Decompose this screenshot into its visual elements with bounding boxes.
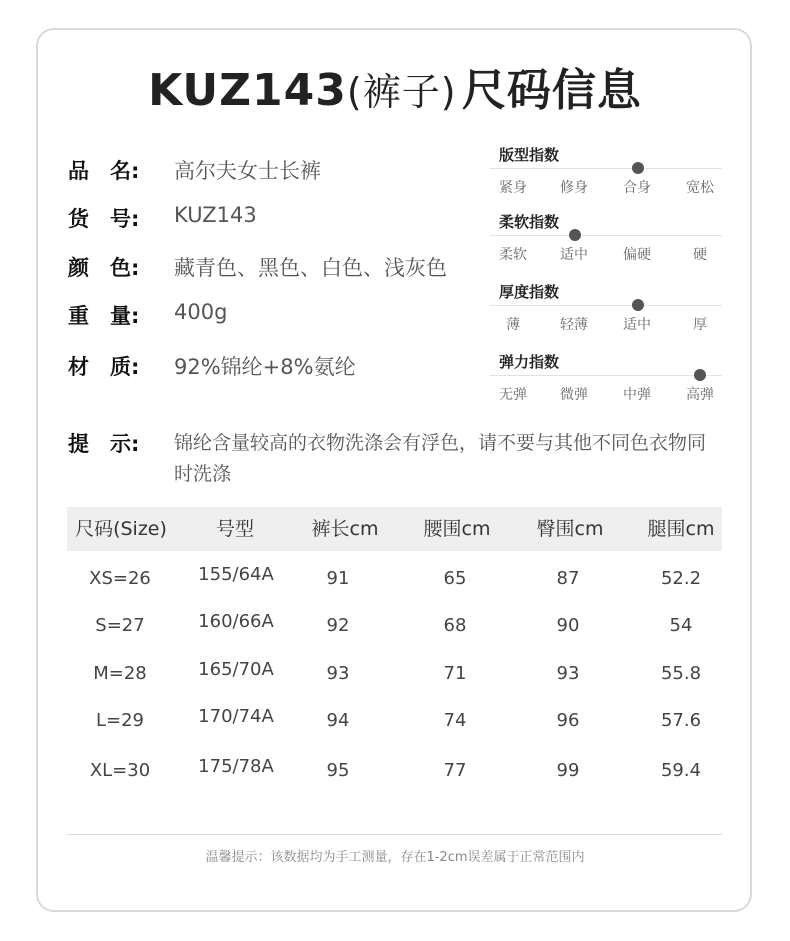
index-option: 合身 <box>623 180 651 196</box>
index-option: 厚 <box>693 317 707 333</box>
header-hip: 臀围cm <box>536 518 604 540</box>
cell-model: 175/78A <box>198 756 274 777</box>
index-title: 柔软指数 <box>499 213 560 231</box>
header-model: 号型 <box>215 518 254 540</box>
cell-hip: 90 <box>556 615 580 636</box>
softness-index <box>490 211 722 273</box>
elasticity-index <box>490 351 722 413</box>
index-option: 微弹 <box>560 387 588 403</box>
cell-waist: 65 <box>443 568 467 589</box>
index-option: 偏硬 <box>623 247 651 263</box>
info-value: 藏青色、黑色、白色、浅灰色 <box>174 256 447 280</box>
cell-waist: 68 <box>443 615 467 636</box>
thickness-index <box>490 281 722 343</box>
info-value: KUZ143 <box>174 203 257 227</box>
header-length: 裤长cm <box>311 518 379 540</box>
index-option: 薄 <box>506 317 520 333</box>
cell-model: 165/70A <box>198 659 274 680</box>
info-value: 高尔夫女士长裤 <box>174 159 321 183</box>
index-marker-dot <box>694 369 706 381</box>
cell-length: 95 <box>326 760 350 781</box>
info-label: 品 名: <box>68 159 140 183</box>
index-title: 版型指数 <box>499 146 560 164</box>
header-size: 尺码(Size) <box>75 518 167 540</box>
title-suffix: 尺码信息 <box>461 65 642 116</box>
info-label: 货 号: <box>68 207 140 231</box>
index-option: 无弹 <box>499 387 527 403</box>
cell-hip: 96 <box>556 710 580 731</box>
info-value: 400g <box>174 300 228 324</box>
cell-size: M=28 <box>93 663 147 684</box>
index-option: 中弹 <box>623 387 651 403</box>
cell-hip: 93 <box>556 663 580 684</box>
cell-size: XL=30 <box>89 760 151 781</box>
index-option: 轻薄 <box>560 317 588 333</box>
index-option: 柔软 <box>499 247 527 263</box>
info-label: 重 量: <box>68 304 140 328</box>
cell-model: 155/64A <box>198 564 274 585</box>
page-title <box>0 54 790 118</box>
index-option: 高弹 <box>686 387 714 403</box>
cell-thigh: 57.6 <box>660 710 702 731</box>
info-value: 92%锦纶+8%氨纶 <box>174 355 356 379</box>
title-product-code: KUZ143 <box>148 65 347 116</box>
cell-hip: 87 <box>556 568 580 589</box>
cell-length: 92 <box>326 615 350 636</box>
cell-length: 94 <box>326 710 350 731</box>
header-thigh: 腿围cm <box>647 518 715 540</box>
index-title: 弹力指数 <box>499 353 560 371</box>
cell-model: 160/66A <box>198 611 274 632</box>
cell-model: 170/74A <box>198 706 274 727</box>
index-option: 修身 <box>560 180 588 196</box>
index-scale-line <box>490 168 722 169</box>
cell-thigh: 54 <box>669 615 693 636</box>
cell-thigh: 59.4 <box>660 760 702 781</box>
cell-waist: 74 <box>443 710 467 731</box>
cell-length: 93 <box>326 663 350 684</box>
index-scale-line <box>490 235 722 236</box>
cell-size: S=27 <box>95 615 145 636</box>
info-label: 材 质: <box>68 355 140 379</box>
index-option: 适中 <box>560 247 588 263</box>
index-scale-line <box>490 375 722 376</box>
header-waist: 腰围cm <box>423 518 491 540</box>
cell-waist: 77 <box>443 760 467 781</box>
index-option: 紧身 <box>499 180 527 196</box>
tip-text: 锦纶含量较高的衣物洗涤会有浮色，请不要与其他不同色衣物同时洗涤 <box>174 432 707 485</box>
index-scale-line <box>490 305 722 306</box>
title-category: (裤子) <box>346 70 457 114</box>
index-marker-dot <box>569 229 581 241</box>
index-option: 硬 <box>693 247 707 263</box>
footer-note: 温馨提示：该数据均为手工测量，存在1-2cm误差属于正常范围内 <box>205 850 585 865</box>
size-table-header <box>67 507 722 551</box>
index-option: 宽松 <box>686 180 714 196</box>
index-title: 厚度指数 <box>499 283 560 301</box>
cell-size: XS=26 <box>89 568 151 589</box>
index-option: 适中 <box>623 317 651 333</box>
cell-thigh: 55.8 <box>660 663 702 684</box>
index-marker-dot <box>632 162 644 174</box>
cell-thigh: 52.2 <box>660 568 702 589</box>
cell-waist: 71 <box>443 663 467 684</box>
info-label: 颜 色: <box>68 256 140 280</box>
fit-index <box>490 144 722 206</box>
cell-size: L=29 <box>95 710 144 731</box>
index-marker-dot <box>632 299 644 311</box>
footer-divider <box>67 834 722 835</box>
cell-hip: 99 <box>556 760 580 781</box>
tip-label: 提 示: <box>68 432 140 456</box>
cell-length: 91 <box>326 568 350 589</box>
